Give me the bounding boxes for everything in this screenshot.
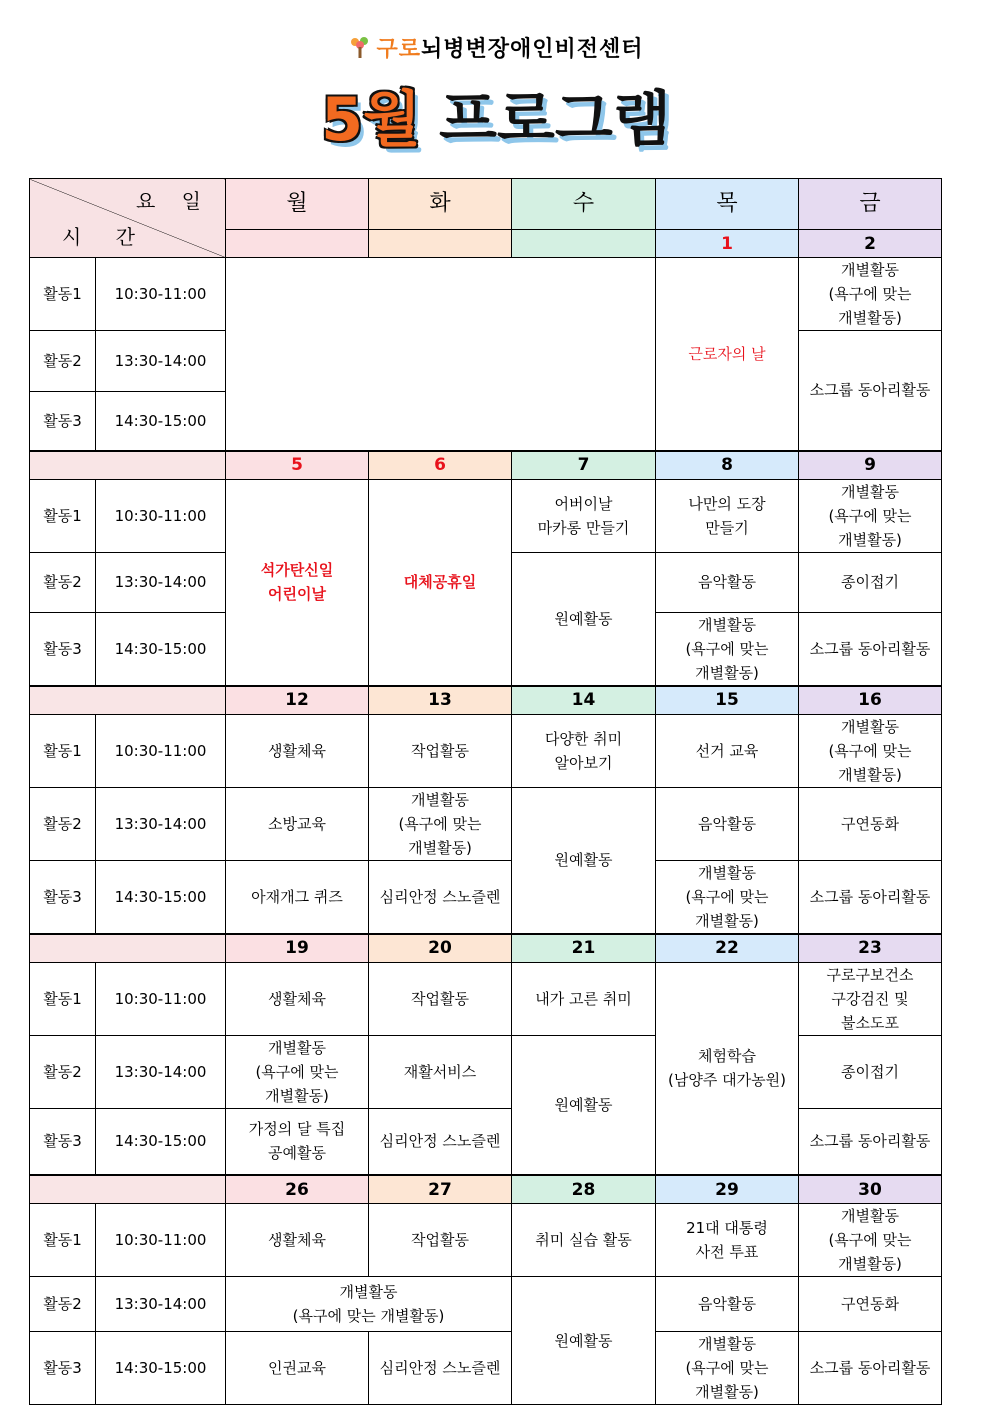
program-cell: 구로구보건소 구강검진 및 불소도포 xyxy=(799,962,942,1035)
day-wed: 수 xyxy=(512,179,656,230)
program-cell: 종이접기 xyxy=(799,1035,942,1108)
program-cell: 종이접기 xyxy=(799,552,942,612)
time-label: 14:30-15:00 xyxy=(96,1108,226,1175)
page-title xyxy=(0,80,992,160)
program-cell: 소그룹 동아리활동 xyxy=(799,860,942,934)
activity-label: 활동1 xyxy=(30,962,96,1035)
program-cell: 구연동화 xyxy=(799,1277,942,1332)
empty-cell xyxy=(226,258,656,451)
date-row-week5 xyxy=(30,1175,942,1204)
program-cell: 음악활동 xyxy=(656,552,799,612)
schedule-table xyxy=(29,178,942,1405)
table-row xyxy=(30,1035,942,1108)
program-cell: 나만의 도장 만들기 xyxy=(656,479,799,552)
day-tue: 화 xyxy=(369,179,512,230)
program-cell: 원예활동 xyxy=(512,552,656,686)
date-cell: 5 xyxy=(226,451,369,480)
date-cell: 26 xyxy=(226,1175,369,1204)
date-cell: 22 xyxy=(656,934,799,963)
time-label: 13:30-14:00 xyxy=(96,1035,226,1108)
program-cell: 작업활동 xyxy=(369,714,512,787)
program-cell: 소그룹 동아리활동 xyxy=(799,1108,942,1175)
activity-label: 활동3 xyxy=(30,612,96,686)
program-cell: 21대 대통령 사전 투표 xyxy=(656,1204,799,1277)
day-mon: 월 xyxy=(226,179,369,230)
org-rest: 뇌병변장애인비전센터 xyxy=(420,37,644,62)
activity-label: 활동2 xyxy=(30,787,96,860)
org-prefix: 구로 xyxy=(376,37,421,62)
date-cell: 13 xyxy=(369,686,512,715)
date-row-week3 xyxy=(30,686,942,715)
time-label: 14:30-15:00 xyxy=(96,1332,226,1405)
activity-label: 활동3 xyxy=(30,1332,96,1405)
time-label: 10:30-11:00 xyxy=(96,479,226,552)
program-cell: 가정의 달 특집 공예활동 xyxy=(226,1108,369,1175)
date-cell: 29 xyxy=(656,1175,799,1204)
program-cell: 다양한 취미 알아보기 xyxy=(512,714,656,787)
time-label: 13:30-14:00 xyxy=(96,331,226,392)
corner-time-label: 시 간 xyxy=(62,225,149,249)
activity-label: 활동2 xyxy=(30,1277,96,1332)
program-cell: 취미 실습 활동 xyxy=(512,1204,656,1277)
date-cell: 27 xyxy=(369,1175,512,1204)
time-label: 10:30-11:00 xyxy=(96,1204,226,1277)
program-cell: 개별활동 (욕구에 맞는 개별활동) xyxy=(799,714,942,787)
program-cell: 음악활동 xyxy=(656,787,799,860)
date-row-spacer xyxy=(30,1175,226,1204)
program-cell: 생활체육 xyxy=(226,1204,369,1277)
time-label: 13:30-14:00 xyxy=(96,787,226,860)
tree-logo-icon xyxy=(348,35,372,59)
activity-label: 활동2 xyxy=(30,331,96,392)
time-label: 10:30-11:00 xyxy=(96,962,226,1035)
program-cell: 작업활동 xyxy=(369,1204,512,1277)
program-cell: 아재개그 퀴즈 xyxy=(226,860,369,934)
program-cell: 심리안정 스노즐렌 xyxy=(369,1332,512,1405)
org-name xyxy=(0,32,992,63)
activity-label: 활동3 xyxy=(30,392,96,451)
activity-label: 활동1 xyxy=(30,479,96,552)
date-row-week2 xyxy=(30,451,942,480)
program-cell: 소그룹 동아리활동 xyxy=(799,331,942,451)
date-cell xyxy=(226,230,369,258)
date-cell xyxy=(369,230,512,258)
holiday-cell: 근로자의 날 xyxy=(656,258,799,451)
program-cell: 선거 교육 xyxy=(656,714,799,787)
program-cell: 개별활동 (욕구에 맞는 개별활동) xyxy=(656,860,799,934)
program-cell: 음악활동 xyxy=(656,1277,799,1332)
program-cell: 생활체육 xyxy=(226,714,369,787)
date-cell: 28 xyxy=(512,1175,656,1204)
program-cell: 개별활동 (욕구에 맞는 개별활동) xyxy=(656,612,799,686)
program-cell: 개별활동 (욕구에 맞는 개별활동) xyxy=(369,787,512,860)
program-cell: 심리안정 스노즐렌 xyxy=(369,1108,512,1175)
program-cell: 어버이날 마카롱 만들기 xyxy=(512,479,656,552)
date-cell: 21 xyxy=(512,934,656,963)
table-row xyxy=(30,787,942,860)
table-row xyxy=(30,479,942,552)
table-row xyxy=(30,1204,942,1277)
date-cell: 9 xyxy=(799,451,942,480)
program-cell: 개별활동 (욕구에 맞는 개별활동) xyxy=(799,258,942,331)
corner-cell xyxy=(30,179,226,258)
date-cell: 15 xyxy=(656,686,799,715)
holiday-cell: 석가탄신일 어린이날 xyxy=(226,479,369,686)
activity-label: 활동2 xyxy=(30,552,96,612)
date-cell: 2 xyxy=(799,230,942,258)
table-row xyxy=(30,258,942,331)
date-cell: 7 xyxy=(512,451,656,480)
table-row xyxy=(30,1277,942,1332)
date-cell xyxy=(512,230,656,258)
date-cell: 8 xyxy=(656,451,799,480)
program-cell: 개별활동 (욕구에 맞는 개별활동) xyxy=(226,1035,369,1108)
date-cell: 20 xyxy=(369,934,512,963)
program-cell: 심리안정 스노즐렌 xyxy=(369,860,512,934)
date-cell: 16 xyxy=(799,686,942,715)
date-cell: 12 xyxy=(226,686,369,715)
day-header-row xyxy=(30,179,942,230)
time-label: 10:30-11:00 xyxy=(96,258,226,331)
program-cell: 작업활동 xyxy=(369,962,512,1035)
program-cell: 내가 고른 취미 xyxy=(512,962,656,1035)
program-cell: 재활서비스 xyxy=(369,1035,512,1108)
time-label: 14:30-15:00 xyxy=(96,392,226,451)
date-cell: 30 xyxy=(799,1175,942,1204)
table-row xyxy=(30,962,942,1035)
program-cell: 소방교육 xyxy=(226,787,369,860)
table-row xyxy=(30,1332,942,1405)
date-cell: 6 xyxy=(369,451,512,480)
time-label: 13:30-14:00 xyxy=(96,552,226,612)
program-cell: 원예활동 xyxy=(512,787,656,934)
program-cell: 개별활동 (욕구에 맞는 개별활동) xyxy=(656,1332,799,1405)
date-row-spacer xyxy=(30,686,226,715)
program-cell: 소그룹 동아리활동 xyxy=(799,1332,942,1405)
date-cell: 23 xyxy=(799,934,942,963)
program-cell: 원예활동 xyxy=(512,1277,656,1405)
holiday-cell: 대체공휴일 xyxy=(369,479,512,686)
program-cell: 개별활동 (욕구에 맞는 개별활동) xyxy=(226,1277,512,1332)
activity-label: 활동1 xyxy=(30,258,96,331)
table-row xyxy=(30,1108,942,1175)
day-fri: 금 xyxy=(799,179,942,230)
program-cell: 인권교육 xyxy=(226,1332,369,1405)
title-month: 5월 xyxy=(321,85,421,155)
activity-label: 활동1 xyxy=(30,1204,96,1277)
table-row xyxy=(30,714,942,787)
program-cell: 개별활동 (욕구에 맞는 개별활동) xyxy=(799,479,942,552)
date-cell: 14 xyxy=(512,686,656,715)
date-cell: 1 xyxy=(656,230,799,258)
time-label: 13:30-14:00 xyxy=(96,1277,226,1332)
table-row xyxy=(30,860,942,934)
date-row-week4 xyxy=(30,934,942,963)
program-cell: 체험학습 (남양주 대가농원) xyxy=(656,962,799,1175)
time-label: 14:30-15:00 xyxy=(96,860,226,934)
date-row-spacer xyxy=(30,934,226,963)
time-label: 14:30-15:00 xyxy=(96,612,226,686)
corner-day-label: 요 일 xyxy=(136,189,211,213)
day-thu: 목 xyxy=(656,179,799,230)
activity-label: 활동2 xyxy=(30,1035,96,1108)
program-cell: 원예활동 xyxy=(512,1035,656,1175)
title-program: 프로그램 xyxy=(438,85,671,155)
program-cell: 소그룹 동아리활동 xyxy=(799,612,942,686)
activity-label: 활동1 xyxy=(30,714,96,787)
time-label: 10:30-11:00 xyxy=(96,714,226,787)
activity-label: 활동3 xyxy=(30,860,96,934)
date-cell: 19 xyxy=(226,934,369,963)
date-row-spacer xyxy=(30,451,226,480)
program-cell: 개별활동 (욕구에 맞는 개별활동) xyxy=(799,1204,942,1277)
activity-label: 활동3 xyxy=(30,1108,96,1175)
program-cell: 생활체육 xyxy=(226,962,369,1035)
program-cell: 구연동화 xyxy=(799,787,942,860)
